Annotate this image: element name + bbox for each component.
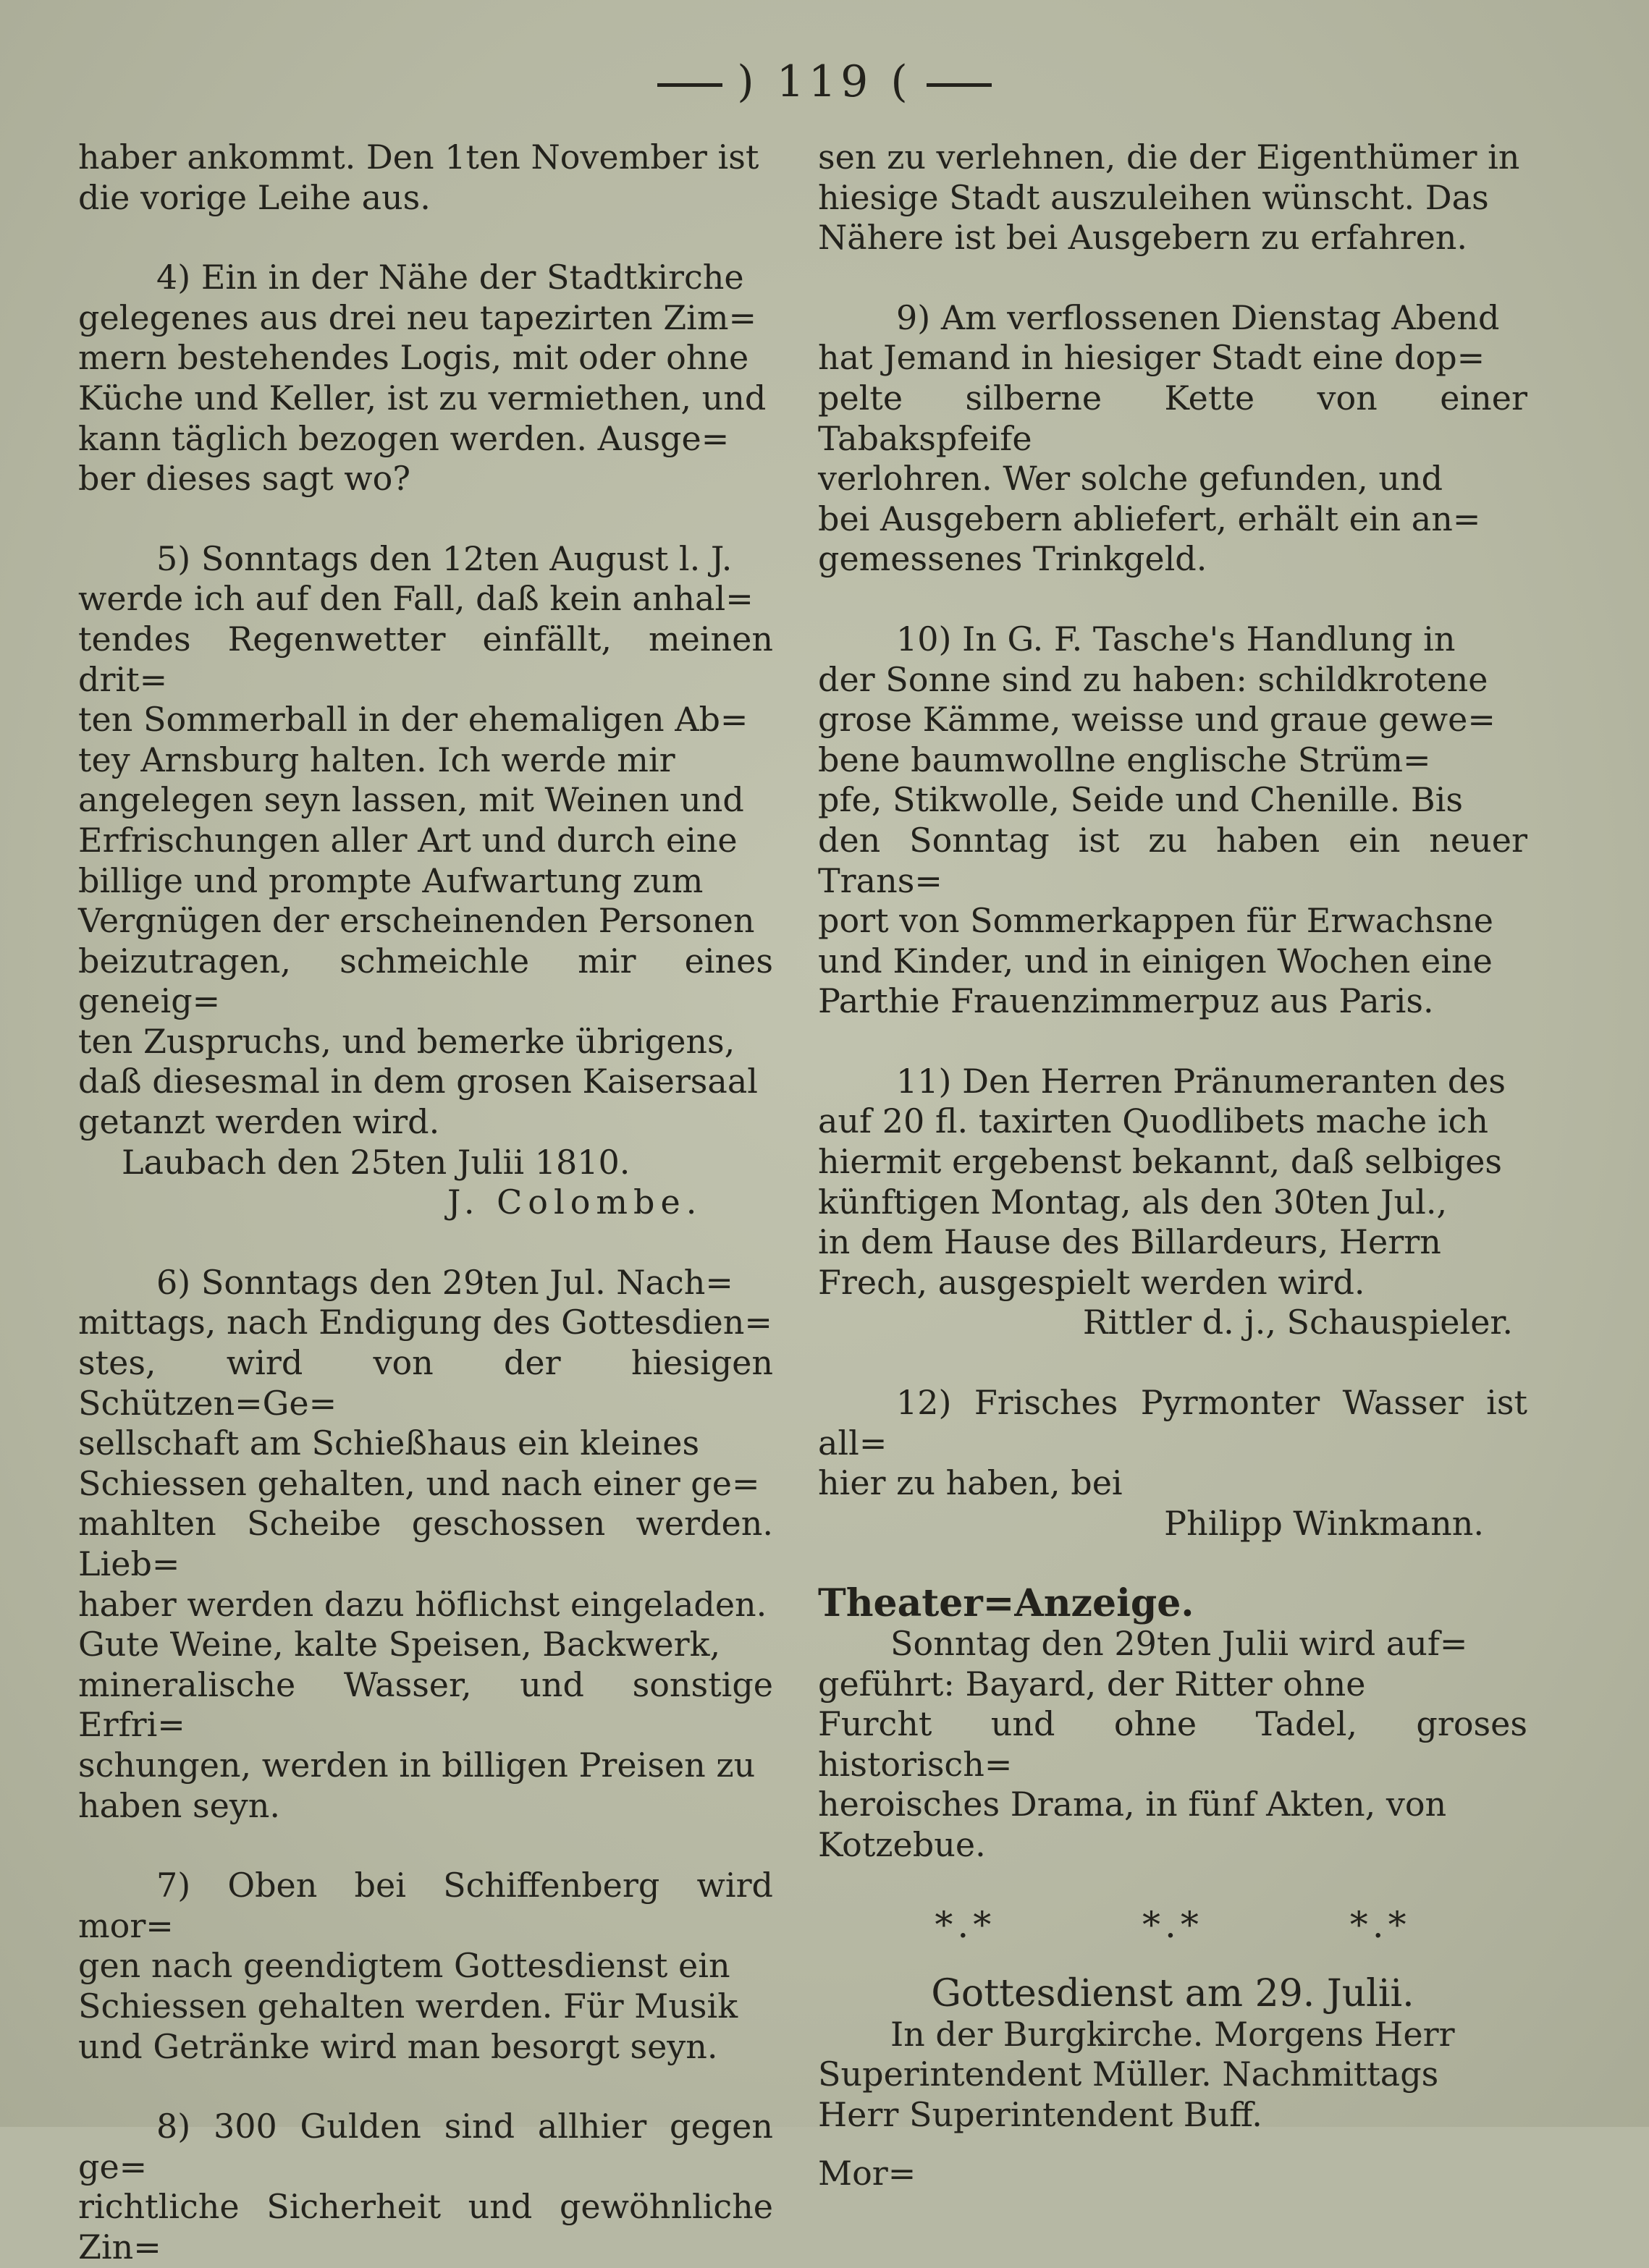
text-line: Erfrischungen aller Art und durch eine (78, 820, 738, 860)
text-line: bene baumwollne englische Strüm= (818, 740, 1431, 779)
text-line: Furcht und ohne Tadel, groses historisch= (818, 1704, 1527, 1784)
text-line: pelte silberne Kette von einer Tabakspfeife (818, 378, 1527, 458)
text-line: haben seyn. (78, 1785, 281, 1825)
text-line: hiesige Stadt auszuleihen wünscht. Das (818, 177, 1489, 217)
page-header (0, 56, 1649, 107)
text-line: pfe, Stikwolle, Seide und Chenille. Bis (818, 780, 1463, 820)
text-line: 12) Frisches Pyrmonter Wasser ist all= (818, 1383, 1527, 1463)
service-heading: Gottesdienst am 29. Julii. (931, 1972, 1414, 2016)
text-line: 8) 300 Gulden sind allhier gegen ge= (78, 2107, 773, 2186)
church-service-notice (818, 1974, 1527, 2135)
asterism-divider (818, 1905, 1527, 1946)
notice-4 (78, 258, 773, 499)
text-line: ber dieses sagt wo? (78, 459, 411, 499)
dateline: Laubach den 25ten Julii 1810. (122, 1142, 630, 1182)
text-line: ten Sommerball in der ehemaligen Ab= (78, 700, 748, 740)
text-line: haber ankommt. Den 1ten November ist (78, 137, 759, 177)
text-line: sellschaft am Schießhaus ein kleines (78, 1423, 700, 1463)
text-line: geführt: Bayard, der Ritter ohne (818, 1664, 1366, 1704)
text-line: hier zu haben, bei (818, 1463, 1123, 1503)
text-line: beizutragen, schmeichle mir eines geneig= (78, 941, 773, 1021)
text-line: gemessenes Trinkgeld. (818, 539, 1207, 579)
notice-10 (818, 619, 1527, 1022)
text-line: kann täglich bezogen werden. Ausge= (78, 418, 730, 458)
text-line: gen nach geendigtem Gottesdienst ein (78, 1946, 730, 1986)
text-line: 10) In G. F. Tasche's Handlung in (896, 619, 1456, 659)
text-line: künftigen Montag, als den 30ten Jul., (818, 1182, 1448, 1222)
asterism-icon: *.* (1349, 1903, 1411, 1946)
text-line: mahlten Scheibe geschossen werden. Lieb= (78, 1504, 773, 1583)
notice-6 (78, 1263, 773, 1826)
text-line: 5) Sonntags den 12ten August l. J. (156, 538, 733, 578)
text-line: schungen, werden in billigen Preisen zu (78, 1745, 756, 1785)
text-line: werde ich auf den Fall, daß kein anhal= (78, 579, 754, 619)
text-line: Küche und Keller, ist zu vermiethen, und (78, 378, 767, 418)
text-line: 6) Sonntags den 29ten Jul. Nach= (156, 1262, 733, 1302)
text-line: tey Arnsburg halten. Ich werde mir (78, 740, 675, 779)
text-line: Herr Superintendent Buff. (818, 2094, 1262, 2134)
text-line: in dem Hause des Billardeurs, Herrn (818, 1222, 1441, 1262)
header-rule-left (657, 83, 722, 87)
header-rule-right (927, 83, 992, 87)
text-line: sen zu verlehnen, die der Eigenthümer in (818, 137, 1520, 177)
text-line: angelegen seyn lassen, mit Weinen und (78, 780, 744, 820)
text-line: mittags, nach Endigung des Gottesdien= (78, 1303, 772, 1342)
text-line: der Sonne sind zu haben: schildkrotene (818, 659, 1488, 699)
text-line: tendes Regenwetter einfällt, meinen drit= (78, 619, 773, 699)
theater-notice (818, 1583, 1527, 1865)
text-line: Schiessen gehalten, und nach einer ge= (78, 1463, 760, 1503)
text-line: 9) Am verflossenen Dienstag Abend (896, 297, 1500, 337)
notice-5 (78, 539, 773, 1223)
text-line: daß diesesmal in dem grosen Kaisersaal (78, 1062, 758, 1101)
text-line: hiermit ergebenst bekannt, daß selbiges (818, 1142, 1503, 1182)
notice-12 (818, 1383, 1527, 1544)
text-line: mern bestehendes Logis, mit oder ohne (78, 338, 749, 378)
text-line: Sonntag den 29ten Julii wird auf= (890, 1624, 1468, 1663)
text-line: den Sonntag ist zu haben ein neuer Trans= (818, 820, 1527, 900)
notice-8 (78, 2107, 773, 2267)
text-line: bei Ausgebern abliefert, erhält ein an= (818, 499, 1481, 538)
catchword: Mor= (818, 2153, 916, 2193)
text-line: 11) Den Herren Pränumeranten des (896, 1061, 1506, 1101)
text-line: verlohren. Wer solche gefunden, und (818, 459, 1443, 499)
theater-heading: Theater=Anzeige. (818, 1581, 1194, 1626)
text-line: haber werden dazu höflichst eingeladen. (78, 1584, 767, 1624)
notice-8-continued (818, 137, 1527, 258)
text-line: getanzt werden wird. (78, 1102, 440, 1142)
text-line: Gute Weine, kalte Speisen, Backwerk, (78, 1625, 721, 1664)
text-line: Frech, ausgespielt werden wird. (818, 1262, 1365, 1302)
text-line: Superintendent Müller. Nachmittags (818, 2055, 1439, 2094)
signature: Rittler d. j., Schauspieler. (1082, 1303, 1513, 1342)
text-line: heroisches Drama, in fünf Akten, von (818, 1785, 1447, 1824)
right-column (818, 137, 1527, 2193)
notice-11 (818, 1062, 1527, 1343)
text-line: stes, wird von der hiesigen Schützen=Ge= (78, 1343, 773, 1423)
notice-7 (78, 1866, 773, 2067)
text-line: grose Kämme, weisse und graue gewe= (818, 700, 1496, 740)
text-line: Parthie Frauenzimmerpuz aus Paris. (818, 981, 1434, 1021)
notice-3-end (78, 137, 773, 218)
text-line: ten Zuspruchs, und bemerke übrigens, (78, 1021, 735, 1061)
text-line: auf 20 fl. taxirten Quodlibets mache ich (818, 1101, 1488, 1141)
text-line: In der Burgkirche. Morgens Herr (890, 2014, 1455, 2054)
notice-9 (818, 298, 1527, 580)
text-line: billige und prompte Aufwartung zum (78, 860, 704, 900)
asterism-icon: *.* (935, 1903, 996, 1946)
text-line: Kotzebue. (818, 1824, 986, 1864)
text-line: Nähere ist bei Ausgebern zu erfahren. (818, 218, 1468, 258)
asterism-icon: *.* (1142, 1903, 1203, 1946)
page-number: ) 119 ( (737, 56, 912, 107)
left-column (78, 137, 773, 2268)
text-line: mineralische Wasser, und sonstige Erfri= (78, 1664, 773, 1745)
text-line: Schiessen gehalten werden. Für Musik (78, 1986, 738, 2026)
text-line: 7) Oben bei Schiffenberg wird mor= (78, 1866, 773, 1945)
text-line: gelegenes aus drei neu tapezirten Zim= (78, 297, 757, 337)
signature: Philipp Winkmann. (1164, 1503, 1484, 1543)
text-line: 4) Ein in der Nähe der Stadtkirche (156, 258, 744, 297)
text-line: hat Jemand in hiesiger Stadt eine dop= (818, 338, 1485, 378)
text-line: und Kinder, und in einigen Wochen eine (818, 941, 1493, 981)
text-line: richtliche Sicherheit und gewöhnliche Zin= (78, 2187, 773, 2267)
text-line: Vergnügen der erscheinenden Personen (78, 901, 755, 941)
signature: J. Colombe. (447, 1182, 703, 1222)
text-line: port von Sommerkappen für Erwachsne (818, 901, 1493, 941)
text-line: und Getränke wird man besorgt seyn. (78, 2026, 718, 2066)
text-line: die vorige Leihe aus. (78, 177, 431, 217)
